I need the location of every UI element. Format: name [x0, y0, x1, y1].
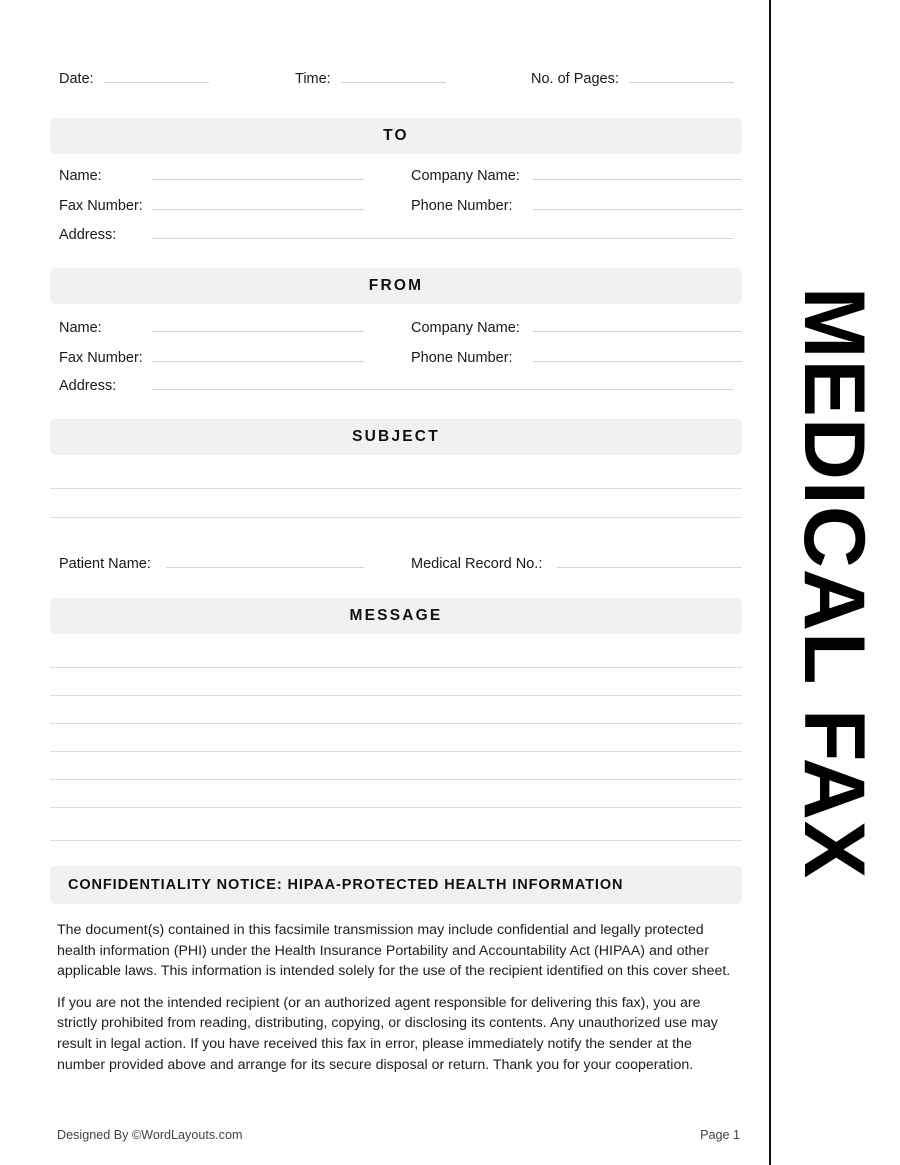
patient-name-input[interactable]	[166, 553, 364, 568]
to-phone-label: Phone Number:	[411, 198, 513, 214]
time-input[interactable]	[341, 68, 446, 83]
from-address-label: Address:	[59, 378, 117, 394]
from-address-input[interactable]	[152, 375, 733, 390]
message-section-label: MESSAGE	[349, 607, 443, 624]
patient-name-field[interactable]	[59, 553, 364, 572]
from-phone-field[interactable]	[411, 347, 742, 366]
time-field[interactable]	[295, 68, 446, 87]
medical-record-field[interactable]	[411, 553, 742, 572]
sidebar-title-area	[769, 0, 900, 1165]
to-fax-input[interactable]	[152, 195, 364, 210]
notice-paragraph-2: If you are not the intended recipient (or an authorized agent responsible for delivering this fax), you are strictly prohibited from reading, distributing, copying, or disclosing its contents. Any unauthorized use may result in legal action. If you have received this fax in error, please immediately notify the sender at the number provided above and arrange for its secure disposal or return. Thank you for your cooperation.	[57, 994, 718, 1073]
message-line-7[interactable]	[50, 840, 742, 841]
medical-record-label: Medical Record No.:	[411, 556, 543, 572]
from-phone-input[interactable]	[533, 347, 742, 362]
message-line-6[interactable]	[50, 807, 742, 808]
message-line-5[interactable]	[50, 779, 742, 780]
subject-section-header	[50, 419, 742, 455]
date-input[interactable]	[104, 68, 209, 83]
pages-field[interactable]	[531, 68, 734, 87]
patient-name-label: Patient Name:	[59, 556, 151, 572]
to-phone-field[interactable]	[411, 195, 742, 214]
from-name-input[interactable]	[152, 317, 364, 332]
to-fax-field[interactable]	[59, 195, 364, 214]
subject-line-2[interactable]	[50, 517, 742, 518]
pages-input[interactable]	[629, 68, 734, 83]
page-footer	[57, 1128, 740, 1142]
pages-label: No. of Pages:	[531, 71, 619, 87]
from-address-field[interactable]	[59, 375, 733, 394]
to-company-input[interactable]	[533, 165, 742, 180]
confidentiality-notice-body	[57, 920, 740, 1075]
notice-paragraph-1: The document(s) contained in this facsimile transmission may include confidential and legally protected health information (PHI) under the Health Insurance Portability and Accountability Act (HIPAA) and other applicable laws. This information is intended solely for the use of the recipient identified on this cover sheet.	[57, 922, 731, 980]
to-name-input[interactable]	[152, 165, 364, 180]
message-line-1[interactable]	[50, 667, 742, 668]
to-phone-input[interactable]	[533, 195, 742, 210]
from-phone-label: Phone Number:	[411, 350, 513, 366]
medical-record-input[interactable]	[557, 553, 742, 568]
message-section-header	[50, 598, 742, 634]
confidentiality-notice-header	[50, 866, 742, 904]
time-label: Time:	[295, 71, 331, 87]
to-address-label: Address:	[59, 227, 117, 243]
confidentiality-notice-label: CONFIDENTIALITY NOTICE: HIPAA-PROTECTED HEALTH INFORMATION	[68, 877, 624, 893]
to-name-label: Name:	[59, 168, 102, 184]
subject-line-1[interactable]	[50, 488, 742, 489]
message-line-2[interactable]	[50, 695, 742, 696]
from-fax-input[interactable]	[152, 347, 364, 362]
subject-section-label: SUBJECT	[352, 428, 440, 445]
meta-row	[50, 68, 742, 94]
footer-credit: Designed By ©WordLayouts.com	[57, 1128, 243, 1142]
from-fax-field[interactable]	[59, 347, 364, 366]
message-line-3[interactable]	[50, 723, 742, 724]
date-label: Date:	[59, 71, 94, 87]
from-company-input[interactable]	[533, 317, 742, 332]
to-address-input[interactable]	[152, 224, 733, 239]
document-title: MEDICAL FAX	[786, 286, 883, 879]
to-name-field[interactable]	[59, 165, 364, 184]
to-company-label: Company Name:	[411, 168, 520, 184]
from-name-field[interactable]	[59, 317, 364, 336]
to-company-field[interactable]	[411, 165, 742, 184]
to-section-header	[50, 118, 742, 154]
from-section-label: FROM	[368, 277, 424, 294]
from-name-label: Name:	[59, 320, 102, 336]
from-fax-label: Fax Number:	[59, 350, 143, 366]
form-column	[50, 0, 742, 1165]
message-line-4[interactable]	[50, 751, 742, 752]
date-field[interactable]	[59, 68, 209, 87]
to-fax-label: Fax Number:	[59, 198, 143, 214]
to-address-field[interactable]	[59, 224, 733, 243]
to-section-label: TO	[383, 127, 409, 144]
from-section-header	[50, 268, 742, 304]
footer-page-number: Page 1	[700, 1128, 740, 1142]
from-company-label: Company Name:	[411, 320, 520, 336]
from-company-field[interactable]	[411, 317, 742, 336]
